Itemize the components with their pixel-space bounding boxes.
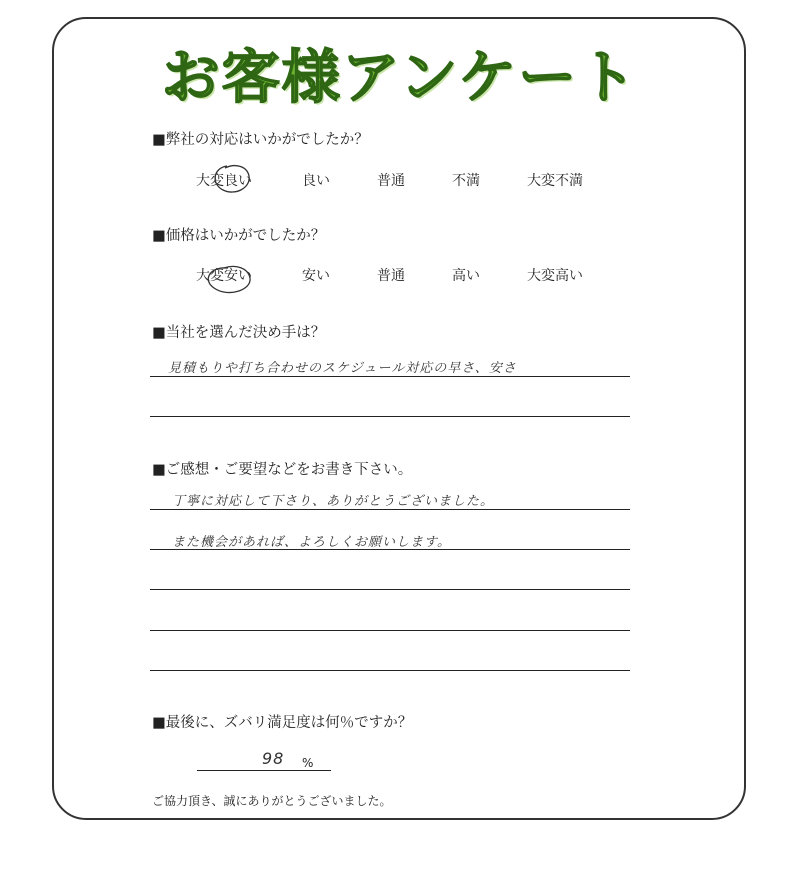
option-service-good[interactable]: 良い: [302, 173, 330, 189]
handwritten-answer: 見積もりや打ち合わせのスケジュール対応の早さ、安さ: [168, 361, 517, 376]
answer-line: [150, 670, 630, 671]
answer-line: [150, 589, 630, 590]
percent-unit: %: [302, 756, 314, 770]
question-deciding-factor: ■当社を選んだ決め手は？: [152, 325, 326, 341]
option-service-very-dissatisfied[interactable]: 大変不満: [527, 173, 583, 189]
option-price-very-cheap[interactable]: 大変安い: [196, 268, 252, 284]
handwritten-answer: また機会があれば、よろしくお願いします。: [172, 535, 451, 550]
handwritten-answer: 丁寧に対応して下さり、ありがとうございました。: [172, 494, 495, 509]
answer-line: [150, 376, 630, 377]
question-comments: ■ご感想・ご要望などをお書き下さい。: [152, 462, 413, 478]
selection-circle-mark: [205, 160, 265, 200]
option-price-normal[interactable]: 普通: [377, 268, 405, 284]
page-title: お客様アンケート: [161, 43, 639, 111]
satisfaction-value: 98: [262, 749, 285, 768]
answer-line: [150, 630, 630, 631]
option-price-expensive[interactable]: 高い: [452, 268, 480, 284]
answer-line: [150, 509, 630, 510]
option-service-very-good[interactable]: 大変良い: [196, 173, 252, 189]
answer-line: [150, 549, 630, 550]
thank-you-message: ご協力頂き、誠にありがとうございました。: [152, 794, 392, 808]
option-price-very-expensive[interactable]: 大変高い: [527, 268, 583, 284]
selection-circle-mark: [198, 258, 268, 302]
option-price-cheap[interactable]: 安い: [302, 268, 330, 284]
answer-line: [150, 416, 630, 417]
percent-answer-line: [197, 770, 331, 771]
option-service-normal[interactable]: 普通: [377, 173, 405, 189]
question-satisfaction-percent: ■最後に、ズバリ満足度は何％ですか？: [152, 715, 413, 731]
question-price: ■価格はいかがでしたか？: [152, 228, 326, 244]
question-satisfaction-service: ■弊社の対応はいかがでしたか？: [152, 132, 369, 148]
option-service-dissatisfied[interactable]: 不満: [452, 173, 480, 189]
